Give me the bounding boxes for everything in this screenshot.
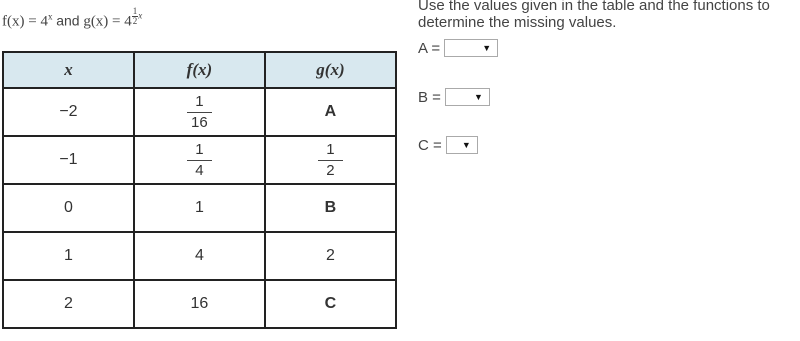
answer-b-label: B =: [418, 88, 441, 106]
f-exponent: x: [47, 11, 53, 22]
answer-c-row: [418, 136, 478, 154]
header-x: x: [3, 52, 134, 88]
answer-a-dropdown[interactable]: [444, 39, 498, 57]
cell-x: −2: [3, 88, 134, 136]
chevron-down-icon: ▼: [482, 43, 492, 53]
answer-a-label: A =: [418, 39, 441, 57]
and-word: and: [56, 12, 80, 29]
fraction-numerator: 1: [318, 141, 342, 161]
instructions-text: Use the values given in the table and the functions to determine the missing values.: [418, 0, 770, 31]
answer-b-dropdown[interactable]: [445, 88, 490, 106]
fraction-denominator: 4: [195, 161, 204, 179]
g-exponent-numerator: 1: [132, 6, 138, 16]
cell-fx: [134, 88, 265, 136]
fraction: [318, 141, 342, 180]
fraction-numerator: 1: [187, 141, 211, 161]
fraction-numerator: 1: [187, 93, 211, 113]
table-row: [3, 184, 396, 232]
g-exponent-denominator: 2: [132, 16, 138, 26]
cell-x: 1: [3, 232, 134, 280]
cell-x: 2: [3, 280, 134, 328]
fraction-denominator: 2: [326, 161, 335, 179]
answer-c-dropdown[interactable]: [446, 136, 478, 154]
values-table: [2, 51, 397, 329]
cell-gx-missing-b: B: [265, 184, 396, 232]
cell-x: −1: [3, 136, 134, 184]
cell-gx-missing-c: C: [265, 280, 396, 328]
fraction: [187, 141, 211, 180]
answer-c-label: C =: [418, 136, 442, 154]
table-header-row: [3, 52, 396, 88]
header-gx: g(x): [265, 52, 396, 88]
chevron-down-icon: ▼: [474, 92, 483, 102]
chevron-down-icon: ▼: [461, 140, 471, 150]
table-row: [3, 280, 396, 328]
fraction-denominator: 16: [191, 113, 208, 131]
cell-fx: [134, 136, 265, 184]
cell-fx: 4: [134, 232, 265, 280]
cell-fx: 1: [134, 184, 265, 232]
cell-x: 0: [3, 184, 134, 232]
f-definition: f(x) = 4: [2, 13, 48, 30]
header-fx: f(x): [134, 52, 265, 88]
g-exponent: [132, 7, 143, 26]
g-exponent-variable: x: [138, 10, 143, 21]
answer-a-row: [418, 39, 498, 57]
fraction: [187, 93, 211, 132]
table-row: [3, 232, 396, 280]
cell-gx: [265, 136, 396, 184]
g-definition: g(x) = 4: [83, 13, 132, 30]
cell-gx: 2: [265, 232, 396, 280]
cell-fx: 16: [134, 280, 265, 328]
table-row: [3, 88, 396, 136]
answer-b-row: [418, 88, 490, 106]
table-row: [3, 136, 396, 184]
cell-gx-missing-a: A: [265, 88, 396, 136]
functions-definition: [2, 7, 142, 31]
